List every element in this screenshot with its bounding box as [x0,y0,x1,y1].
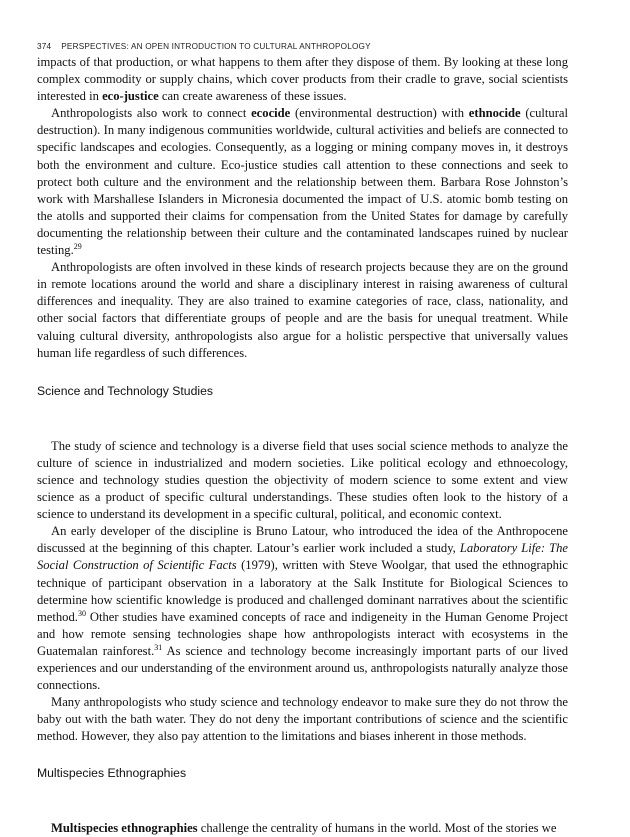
term-eco-justice: eco-justice [102,89,159,104]
paragraph-text: (cultural destruction). In many indigenous communities worldwide, cultural activities and beliefs are connected to specific landscapes and ecologies. Consequently, as a logging or mining company moves in, it destroys both the environment and culture. Eco-justice studies call attention to these connections and seek to protect both culture and the environment and the relationship between them. Barbara Rose Johnston’s work with Marshallese Islanders in Micronesia documented the impact of U.S. atomic bomb testing on the atolls and supported their claims for compensation from the United States for damage by carefully documenting the relationship between their culture and the contaminated landscapes ruined by nuclear testing. [37,106,568,258]
section-heading-multispecies: Multispecies Ethnographies [37,766,187,781]
term-multispecies-ethnographies: Multispecies ethnographies [51,820,198,835]
paragraph-ecocide [37,105,568,259]
paragraph-anthropologists-ground: Anthropologists are often involved in these kinds of research projects because they are on the ground in remote locations around the world and share a disciplinary interest in raising awareness of cultural differences and inequality. They are also trained to examine categories of race, class, nationality, and other social factors that differentiate groups of people and are the basis for unequal treatment. While valuing cultural diversity, anthropologists also argue for a holistic perspective that universally values human life regardless of such differences. [37,260,568,360]
paragraph-text: (1979), written with Steve Woolgar, that used the ethnographic technique of participant observation in a laboratory at the Salk Institute for Biological Sciences to determine how scientific knowledge is produced and challenged dominant narratives about the scientific method. [37,558,568,624]
paragraph-science-intro: The study of science and technology is a diverse field that uses social science methods to analyze the culture of science in industrialized and modern societies. Like political ecology and ethnoecology, science and technology studies question the objectivity of modern science to some extent and view science as a product of specific cultural understandings. These studies often look to the history of a science to understand its development in a specific cultural, political, and economic context. [37,438,568,522]
paragraph-text: challenge the centrality of humans in the world. Most of the stories we [197,820,557,835]
term-ecocide: ecocide [251,106,291,121]
paragraph-baby-bathwater: Many anthropologists who study science and technology endeavor to make sure they do not throw the baby out with the bath water. They do not deny the important contributions of science and the scientific method. However, they also pay attention to the limitations and biases inherent in those methods. [37,695,568,744]
paragraph-text: Other studies have examined concepts of race and indigeneity in the Human Genome Project and how remote sensing technologies shape how anthropologists interact with ecosystems in the Guatemalan rainforest. [37,609,568,658]
paragraph-text: An early developer of the discipline is Bruno Latour, who introduced the idea of the Anthropocene discussed at the beginning of this chapter. Latour’s earlier work included a study, [37,524,568,556]
paragraph-text: Anthropologists also work to connect [51,106,252,121]
footnote-marker[interactable]: 31 [154,642,163,652]
footnote-marker[interactable]: 30 [77,608,86,618]
paragraph-eco-justice [37,54,568,105]
paragraph-latour [37,523,568,694]
paragraph-text: can create awareness of these issues. [158,89,347,104]
section-heading-science-technology: Science and Technology Studies [37,383,213,398]
paragraph-multispecies [37,820,568,837]
book-title: Laboratory Life: The Social Construction of Scientific Facts [37,541,568,573]
term-ethnocide: ethnocide [468,106,521,121]
paragraph-text: (environmental destruction) with [290,106,469,121]
page-number: 374 [37,42,52,51]
running-header [37,38,568,52]
running-title: PERSPECTIVES: AN OPEN INTRODUCTION TO CULTURAL ANTHROPOLOGY [61,42,371,51]
footnote-marker[interactable]: 29 [73,242,82,252]
paragraph-text: As science and technology become increasingly important parts of our lived experiences and our understanding of the environment around us, anthropologists naturally analyze those connections. [37,643,568,693]
paragraph-text: impacts of that production, or what happens to them after they dispose of them. By looking at these long complex commodity or supply chains, which cover products from their cradle to grave, social scientists interested in [37,55,568,104]
page [37,38,568,837]
